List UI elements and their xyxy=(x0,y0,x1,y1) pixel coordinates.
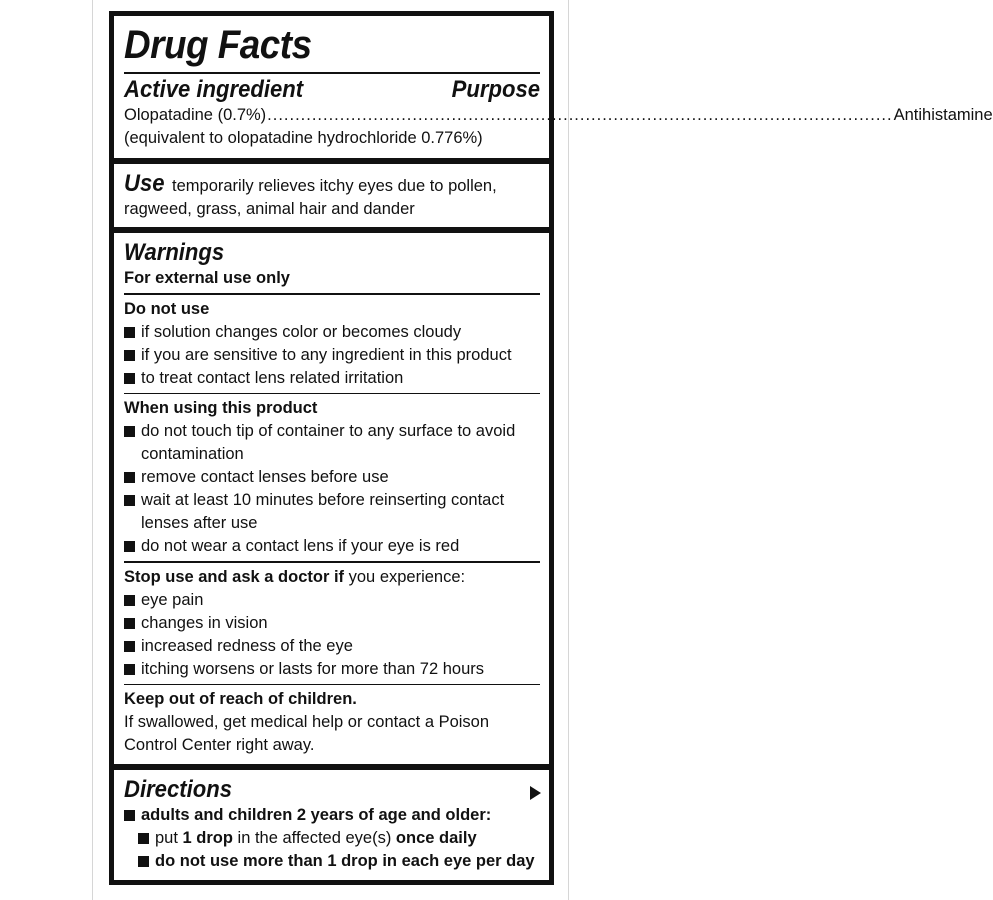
list-item-continuation: contamination xyxy=(141,445,244,463)
do-not-use-heading: Do not use xyxy=(124,299,210,318)
list-item: do not use more than 1 drop in each eye per day xyxy=(124,850,540,873)
right-triangle-icon xyxy=(530,786,541,800)
list-item: increased redness of the eye xyxy=(124,635,540,658)
square-bullet-icon xyxy=(124,495,135,506)
list-item: eye pain xyxy=(124,589,540,612)
keep-out-section xyxy=(124,685,540,757)
list-item: adults and children 2 years of age and older: xyxy=(124,804,540,827)
square-bullet-icon xyxy=(124,618,135,629)
list-item: if you are sensitive to any ingredient in this product xyxy=(124,344,540,367)
dot-leader: ................................................................................................................ xyxy=(267,105,893,124)
purpose-heading: Purpose xyxy=(451,75,540,103)
ingredient-equivalent: (equivalent to olopatadine hydrochloride 0.776%) xyxy=(124,128,483,147)
square-bullet-icon xyxy=(124,810,135,821)
active-header-row xyxy=(124,76,540,104)
list-item: do not wear a contact lens if your eye is red xyxy=(124,535,540,558)
ingredient-row xyxy=(124,104,993,127)
keep-out-text-2: Control Center right away. xyxy=(124,736,315,754)
use-line-1 xyxy=(124,170,540,198)
external-use-text: For external use only xyxy=(124,269,290,287)
use-box xyxy=(114,164,549,227)
list-item: do not touch tip of container to any surface to avoid xyxy=(124,420,540,443)
stop-use-heading: Stop use and ask a doctor if xyxy=(124,567,345,586)
warnings-heading: Warnings xyxy=(124,239,225,266)
do-not-use-section xyxy=(124,295,540,390)
page-edge-right xyxy=(568,0,569,900)
use-heading: Use xyxy=(124,170,165,197)
list-item: changes in vision xyxy=(124,612,540,635)
stop-use-section xyxy=(124,563,540,681)
drug-facts-title: Drug Facts xyxy=(124,23,312,67)
list-item: remove contact lenses before use xyxy=(124,466,540,489)
directions-dose-text: put 1 drop in the affected eye(s) once daily xyxy=(155,829,477,847)
list-item xyxy=(124,827,540,850)
square-bullet-icon xyxy=(124,595,135,606)
square-bullet-icon xyxy=(124,664,135,675)
active-ingredient-box xyxy=(114,16,993,158)
warnings-box xyxy=(114,233,549,764)
stop-use-heading-rest: you experience: xyxy=(344,567,466,586)
square-bullet-icon xyxy=(124,373,135,384)
stop-use-heading-line xyxy=(124,566,540,589)
directions-heading: Directions xyxy=(124,776,232,803)
ingredient-purpose: Antihistamine xyxy=(893,105,993,124)
square-bullet-icon xyxy=(124,472,135,483)
list-item-continuation: lenses after use xyxy=(141,514,258,532)
page-edge-left xyxy=(92,0,93,900)
use-text-1: temporarily relieves itchy eyes due to pollen, xyxy=(172,177,497,195)
drug-facts-panel xyxy=(109,11,993,885)
list-item: wait at least 10 minutes before reinserting contact xyxy=(124,489,540,512)
active-ingredient-heading: Active ingredient xyxy=(124,75,304,103)
list-item: itching worsens or lasts for more than 72 hours xyxy=(124,658,540,681)
square-bullet-icon xyxy=(124,327,135,338)
ingredient-name: Olopatadine (0.7%) xyxy=(124,105,267,124)
list-item: if solution changes color or becomes cloudy xyxy=(124,321,540,344)
directions-box xyxy=(114,770,549,880)
keep-out-text-1: If swallowed, get medical help or contact a Poison xyxy=(124,713,490,731)
square-bullet-icon xyxy=(124,426,135,437)
keep-out-heading: Keep out of reach of children. xyxy=(124,690,357,708)
square-bullet-icon xyxy=(124,541,135,552)
when-using-heading: When using this product xyxy=(124,399,318,417)
use-text-2: ragweed, grass, animal hair and dander xyxy=(124,200,415,218)
square-bullet-icon xyxy=(124,350,135,361)
square-bullet-icon xyxy=(138,856,149,867)
square-bullet-icon xyxy=(138,833,149,844)
list-item: to treat contact lens related irritation xyxy=(124,367,540,390)
title-divider xyxy=(124,72,540,74)
square-bullet-icon xyxy=(124,641,135,652)
when-using-section xyxy=(124,394,540,558)
